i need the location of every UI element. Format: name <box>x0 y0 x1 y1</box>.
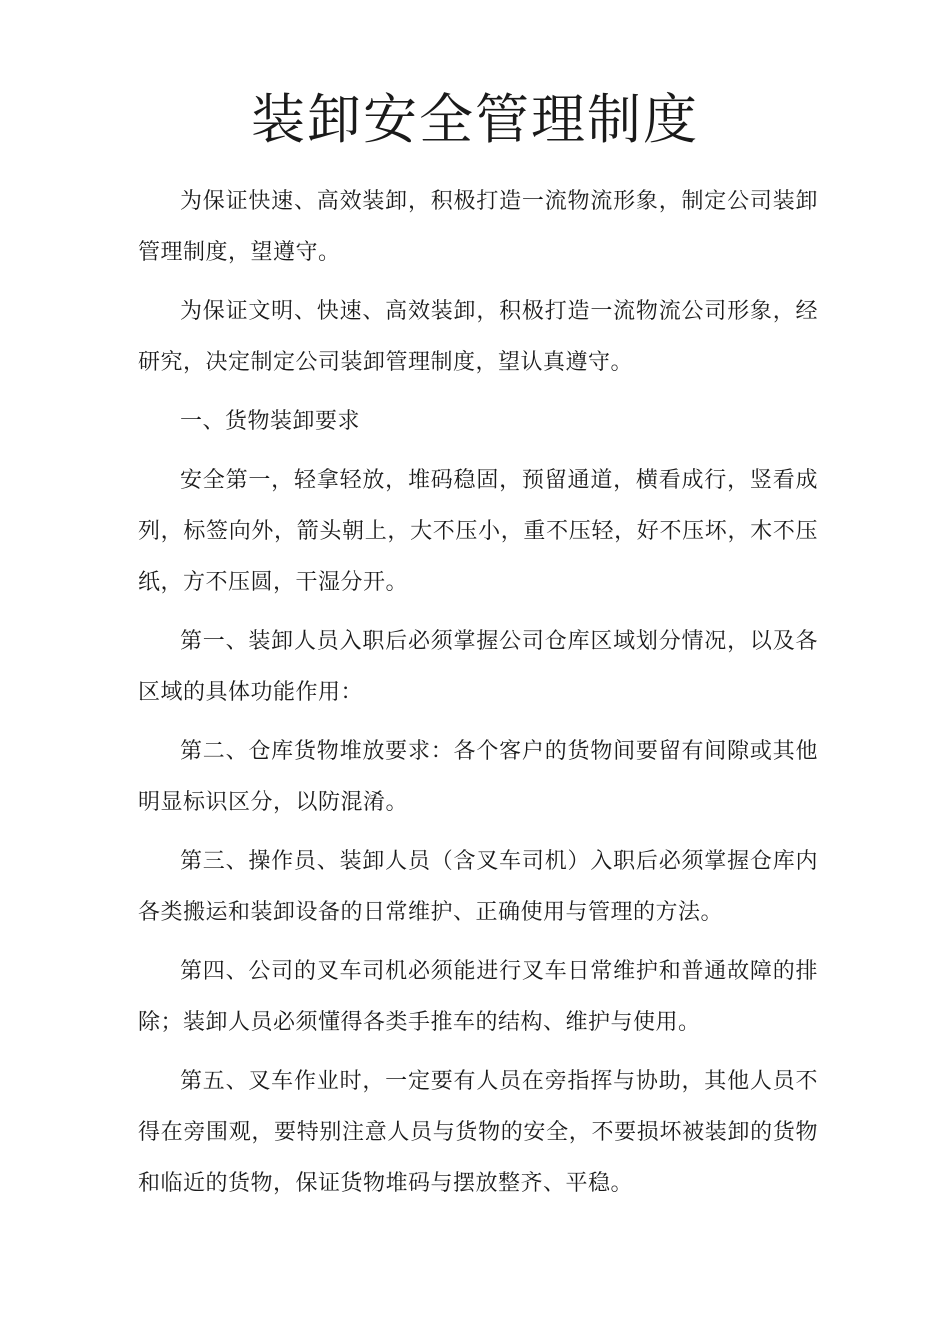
document-title: 装卸安全管理制度 <box>251 88 699 151</box>
paragraph-rule-5: 第五、叉车作业时，一定要有人员在旁指挥与协助，其他人员不得在旁围观，要特别注意人员与货物的安全，不要损坏被装卸的货物和临近的货物，保证货物堆码与摆放整齐、平稳。 <box>138 1069 818 1196</box>
paragraph-safety-principles: 安全第一，轻拿轻放，堆码稳固，预留通道，横看成行，竖看成列，标签向外，箭头朝上，大不压小，重不压轻，好不压坏，木不压纸，方不压圆，干湿分开。 <box>138 468 818 595</box>
paragraph-intro-2: 为保证文明、快速、高效装卸，积极打造一流物流公司形象，经研究，决定制定公司装卸管理制度，望认真遵守。 <box>138 299 818 375</box>
paragraph-intro-1: 为保证快速、高效装卸，积极打造一流物流形象，制定公司装卸管理制度，望遵守。 <box>138 189 818 265</box>
paragraph-rule-2: 第二、仓库货物堆放要求：各个客户的货物间要留有间隙或其他明显标识区分，以防混淆。 <box>138 739 818 815</box>
paragraph-rule-3: 第三、操作员、装卸人员（含叉车司机）入职后必须掌握仓库内各类搬运和装卸设备的日常维护、正确使用与管理的方法。 <box>138 849 818 925</box>
paragraph-rule-1: 第一、装卸人员入职后必须掌握公司仓库区域划分情况，以及各区域的具体功能作用： <box>138 629 818 705</box>
document-body <box>138 176 818 1217</box>
section-heading-cargo-requirements: 一、货物装卸要求 <box>180 409 361 434</box>
paragraph-rule-4: 第四、公司的叉车司机必须能进行叉车日常维护和普通故障的排除；装卸人员必须懂得各类手推车的结构、维护与使用。 <box>138 959 818 1035</box>
